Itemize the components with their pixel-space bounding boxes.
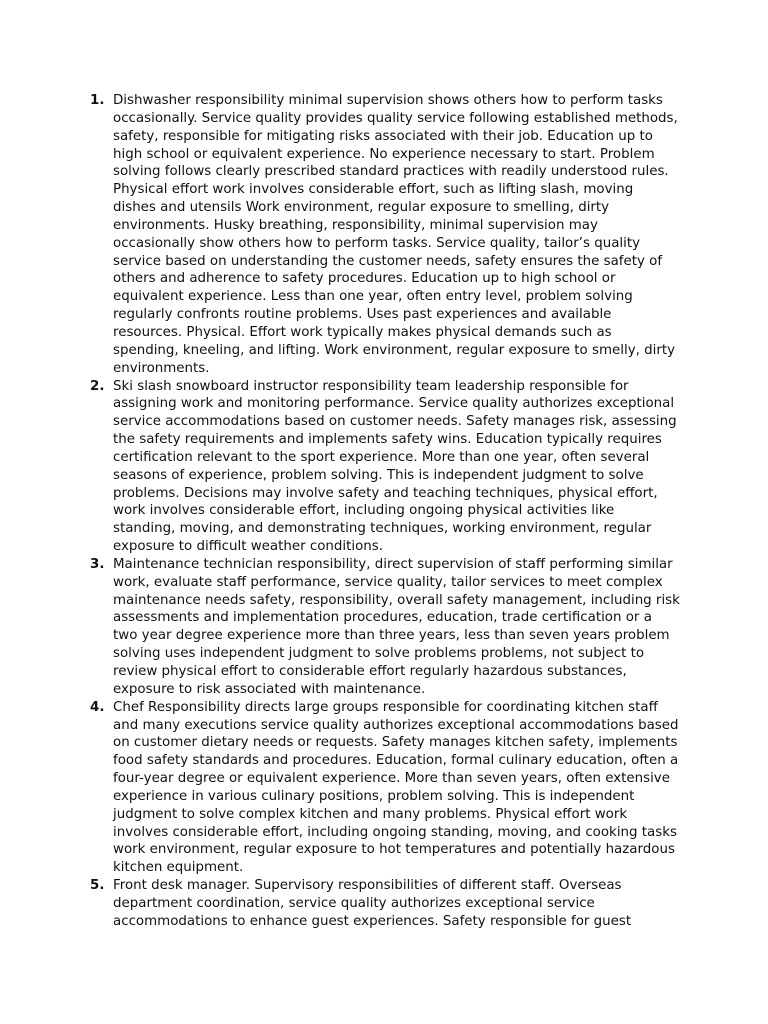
list-item-number: 1. — [90, 93, 105, 108]
list-item — [88, 556, 680, 699]
list-item-text: Front desk manager. Supervisory responsibilities of different staff. Overseas department coordination, service quality authorizes exceptional service accommodations to enhance guest experiences. Safety responsible for guest — [113, 878, 632, 929]
list-item-number: 2. — [90, 378, 105, 394]
list-item-text: Dishwasher responsibility minimal supervision shows others how to perform tasks occasionally. Service quality provides quality service following established methods, safety, responsible for mitigating risks associated with their job. Education up to high school or equivalent experience. No experience necessary to start. Problem solving follows clearly prescribed standard practices with readily understood rules. Physical effort work involves considerable effort, such as lifting slash, moving dishes and utensils Work environment, regular exposure to smelling, dirty environments. Husky breathing, responsibility, minimal supervision may occasionally show others how to perform tasks. Service quality, tailor’s quality service based on understanding the customer needs, safety ensures the safety of others and adherence to safety procedures. Education up to high school or equivalent experience. Less than one year, often entry level, problem solving regularly confronts routine problems. Uses past experiences and available resources. Physical. Effort work typically makes physical demands such as spending, kneeling, and lifting. Work environment, regular exposure to smelly, dirty environments. — [113, 93, 678, 376]
list-item — [88, 92, 680, 378]
list-item — [88, 378, 680, 556]
list-item-number: 4. — [90, 699, 105, 715]
list-item — [88, 699, 680, 877]
list-item-number: 3. — [90, 556, 105, 572]
list-item-text: Maintenance technician responsibility, direct supervision of staff performing similar work, evaluate staff performance, service quality, tailor services to meet complex maintenance needs safety, responsibility, overall safety management, including risk assessments and implementation procedures, education, trade certification or a two year degree experience more than three years, less than seven years problem solving uses independent judgment to solve problems problems, not subject to review physical effort to considerable effort regularly hazardous substances, exposure to risk associated with maintenance. — [113, 556, 680, 697]
list-item-text: Chef Responsibility directs large groups responsible for coordinating kitchen staff and many executions service quality authorizes exceptional accommodations based on customer dietary needs or requests. Safety manages kitchen safety, implements food safety standards and procedures. Education, formal culinary education, often a four-year degree or equivalent experience. More than seven years, often extensive experience in various culinary positions, problem solving. This is independent judgment to solve complex kitchen and many problems. Physical effort work involves considerable effort, including ongoing standing, moving, and cooking tasks work environment, regular exposure to hot temperatures and potentially hazardous kitchen equipment. — [113, 699, 679, 876]
numbered-list — [88, 92, 680, 931]
list-item — [88, 877, 680, 931]
list-item-number: 5. — [90, 878, 105, 894]
list-item-text: Ski slash snowboard instructor responsibility team leadership responsible for assigning work and monitoring performance. Service quality authorizes exceptional service accommodations based on customer needs. Safety manages risk, assessing the safety requirements and implements safety wins. Education typically requires certification relevant to the sport experience. More than one year, often several seasons of experience, problem solving. This is independent judgment to solve problems. Decisions may involve safety and teaching techniques, physical effort, work involves considerable effort, including ongoing physical activities like standing, moving, and demonstrating techniques, working environment, regular exposure to difficult weather conditions. — [113, 378, 677, 555]
